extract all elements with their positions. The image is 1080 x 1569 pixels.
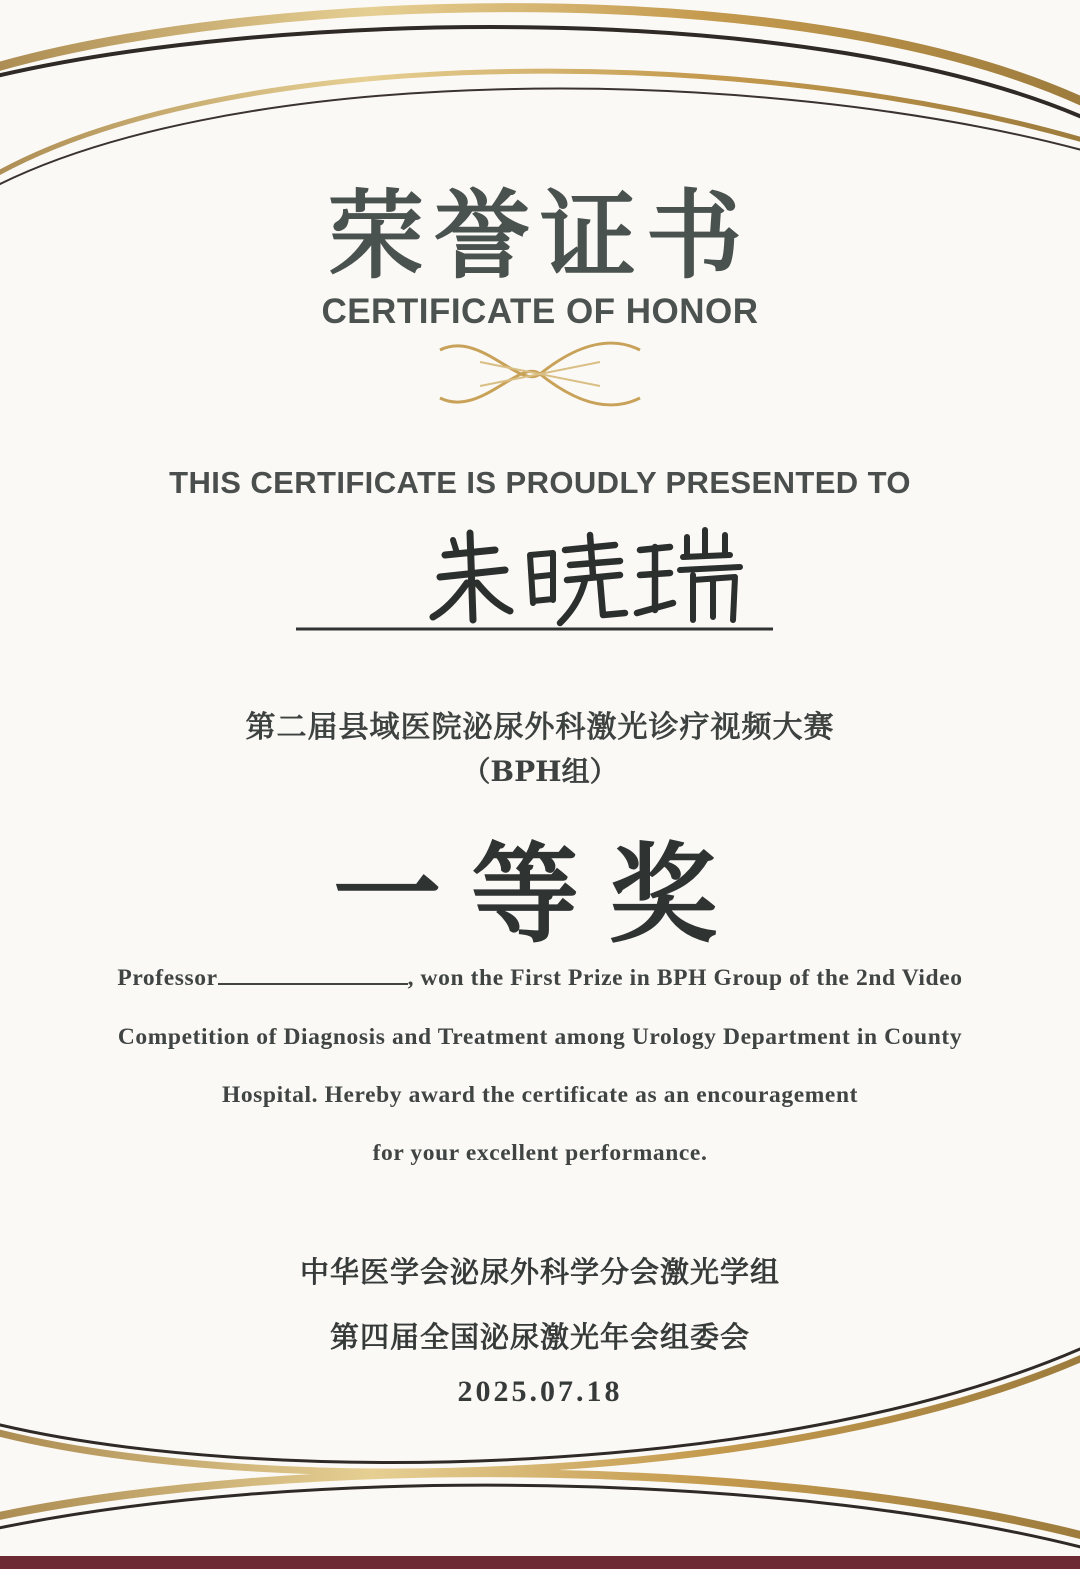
title-english: CERTIFICATE OF HONOR [321, 292, 759, 331]
top-gold-swoosh [0, 8, 1080, 110]
bottom-gold-swoosh [0, 1350, 1080, 1472]
title-ornament [150, 343, 930, 405]
presented-to-line: THIS CERTIFICATE IS PROUDLY PRESENTED TO [169, 465, 911, 500]
title-chinese: 荣誉证书 [328, 180, 752, 292]
award-text-suffix: , won the First Prize in BPH Group of the 2nd Video [407, 965, 963, 991]
prize-title: 一等奖 [332, 833, 747, 958]
issuer-line-1: 中华医学会泌尿外科学分会激光学组 [299, 1255, 780, 1289]
name-blank [218, 965, 408, 985]
contest-name: 第二届县域医院泌尿外科激光诊疗视频大赛 [245, 710, 835, 745]
recipient-signature [425, 525, 755, 630]
group-name: （BPH组） [462, 755, 618, 788]
award-text-prefix: Professor [117, 965, 218, 991]
issuer-line-2: 第四届全国泌尿激光年会组委会 [329, 1320, 750, 1354]
award-text-line-2: Competition of Diagnosis and Treatment among Urology Department in County [117, 1024, 963, 1050]
award-text-line-3: Hospital. Hereby award the certificate as an encouragement [221, 1082, 859, 1108]
award-text-line-4: for your excellent performance. [372, 1140, 708, 1166]
award-text-line-1 [0, 965, 1080, 992]
issue-date: 2025.07.18 [457, 1375, 623, 1408]
